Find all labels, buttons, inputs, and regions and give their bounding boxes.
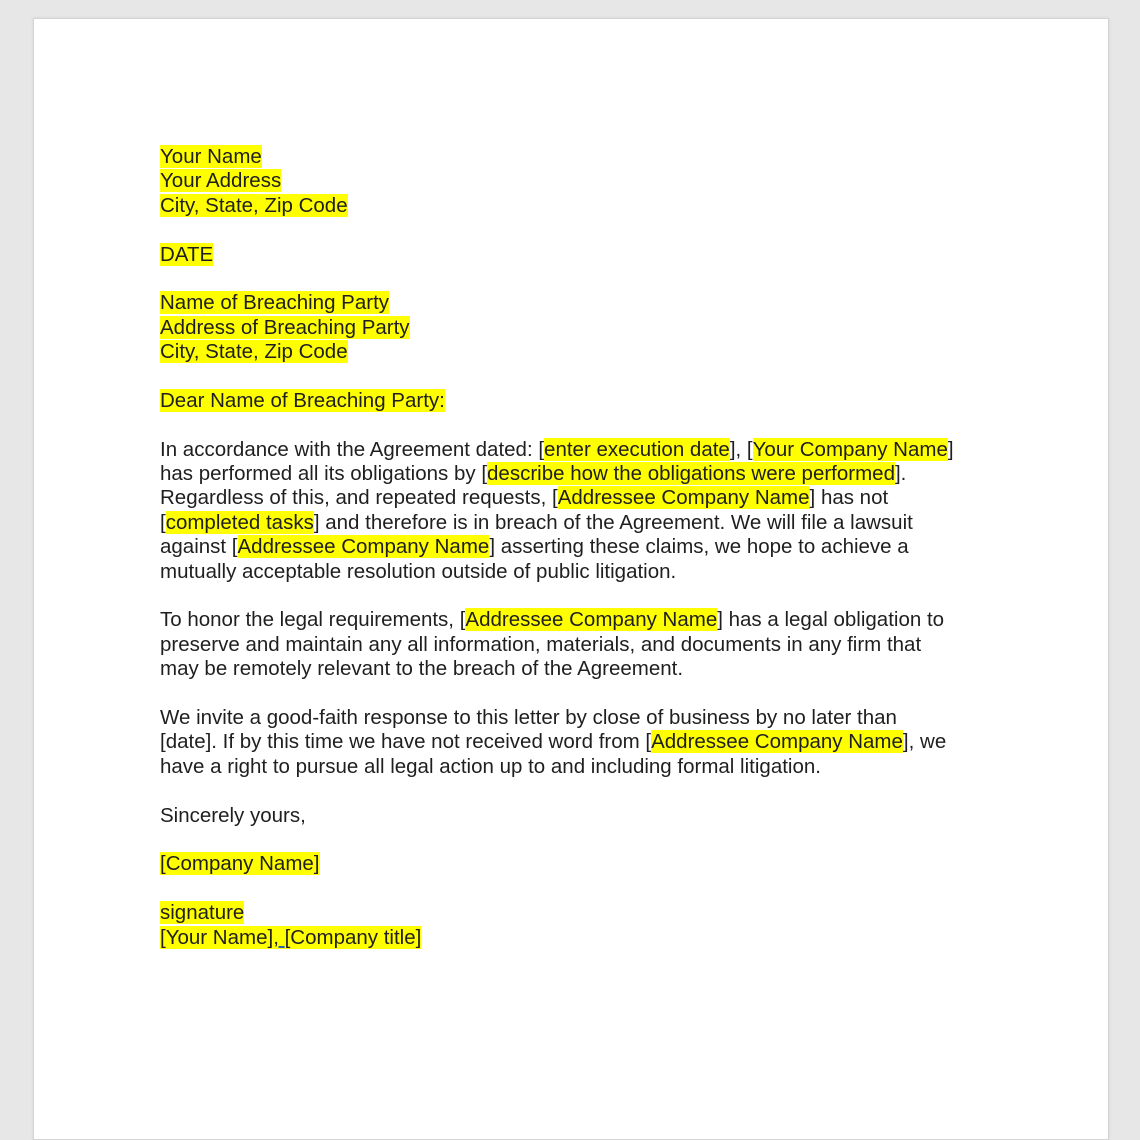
paragraph-text: [ bbox=[160, 510, 166, 534]
paragraph-text: ], [ bbox=[729, 437, 753, 461]
paragraph-text: We invite a good-faith response to this letter by close of business by no later than bbox=[160, 705, 897, 729]
company-name-placeholder[interactable]: [Company Name] bbox=[160, 852, 320, 876]
paragraph-preservation bbox=[160, 608, 990, 681]
addressee-company-placeholder[interactable]: Addressee Company Name bbox=[651, 730, 903, 754]
paragraph-text: has performed all its obligations by [ bbox=[160, 462, 488, 486]
paragraph-text: In accordance with the Agreement dated: [ bbox=[160, 437, 545, 461]
sender-name[interactable]: Your Name bbox=[160, 145, 262, 168]
signer-title-placeholder[interactable]: [Company title] bbox=[284, 925, 422, 949]
signature-placeholder[interactable]: signature bbox=[160, 901, 245, 925]
letter-body bbox=[160, 145, 990, 950]
paragraph-text: To honor the legal requirements, [ bbox=[160, 608, 466, 632]
paragraph-response bbox=[160, 706, 990, 779]
execution-date-placeholder[interactable]: enter execution date bbox=[544, 437, 730, 461]
paragraph-text: Regardless of this, and repeated requests, [ bbox=[160, 486, 558, 510]
addressee-company-placeholder[interactable]: Addressee Company Name bbox=[465, 608, 718, 632]
paragraph-text: ] asserting these claims, we hope to achieve a bbox=[489, 535, 909, 559]
recipient-block bbox=[160, 291, 990, 364]
paragraph-text: preserve and maintain any all information, materials, and documents in any firm that bbox=[160, 632, 922, 656]
signature-block bbox=[160, 901, 990, 950]
recipient-city-state-zip[interactable]: City, State, Zip Code bbox=[160, 340, 348, 364]
recipient-address[interactable]: Address of Breaching Party bbox=[160, 315, 410, 339]
paragraph-text: mutually acceptable resolution outside of public litigation. bbox=[160, 559, 677, 583]
paragraph-text: ] has a legal obligation to bbox=[717, 608, 945, 632]
addressee-company-placeholder[interactable]: Addressee Company Name bbox=[557, 486, 810, 510]
recipient-name[interactable]: Name of Breaching Party bbox=[160, 291, 390, 315]
document-page bbox=[33, 18, 1109, 1140]
paragraph-text: against [ bbox=[160, 535, 238, 559]
paragraph-text: have a right to pursue all legal action up to and including formal litigation. bbox=[160, 754, 821, 778]
paragraph-text: ] has not bbox=[809, 486, 889, 510]
sender-block bbox=[160, 145, 990, 218]
paragraph-text: ], we bbox=[902, 730, 947, 754]
completed-tasks-placeholder[interactable]: completed tasks bbox=[165, 510, 314, 534]
paragraph-text: ] bbox=[947, 437, 954, 461]
sender-city-state-zip[interactable]: City, State, Zip Code bbox=[160, 193, 348, 217]
signer-name-placeholder[interactable]: [Your Name] bbox=[160, 925, 274, 949]
paragraph-agreement bbox=[160, 438, 990, 584]
closing: Sincerely yours, bbox=[160, 803, 306, 827]
signer-separator: , bbox=[273, 925, 285, 949]
your-company-name-placeholder[interactable]: Your Company Name bbox=[752, 437, 948, 461]
paragraph-text: ] and therefore is in breach of the Agreement. We will file a lawsuit bbox=[313, 510, 913, 534]
paragraph-text: ]. bbox=[894, 462, 907, 486]
paragraph-text: may be remotely relevant to the breach of the Agreement. bbox=[160, 657, 684, 681]
salutation[interactable]: Dear Name of Breaching Party: bbox=[160, 388, 445, 412]
letter-date[interactable]: DATE bbox=[160, 242, 214, 266]
paragraph-text: [date]. If by this time we have not received word from [ bbox=[160, 730, 652, 754]
addressee-company-placeholder[interactable]: Addressee Company Name bbox=[237, 535, 490, 559]
sender-address[interactable]: Your Address bbox=[160, 169, 282, 193]
obligations-placeholder[interactable]: describe how the obligations were performed bbox=[487, 462, 895, 486]
